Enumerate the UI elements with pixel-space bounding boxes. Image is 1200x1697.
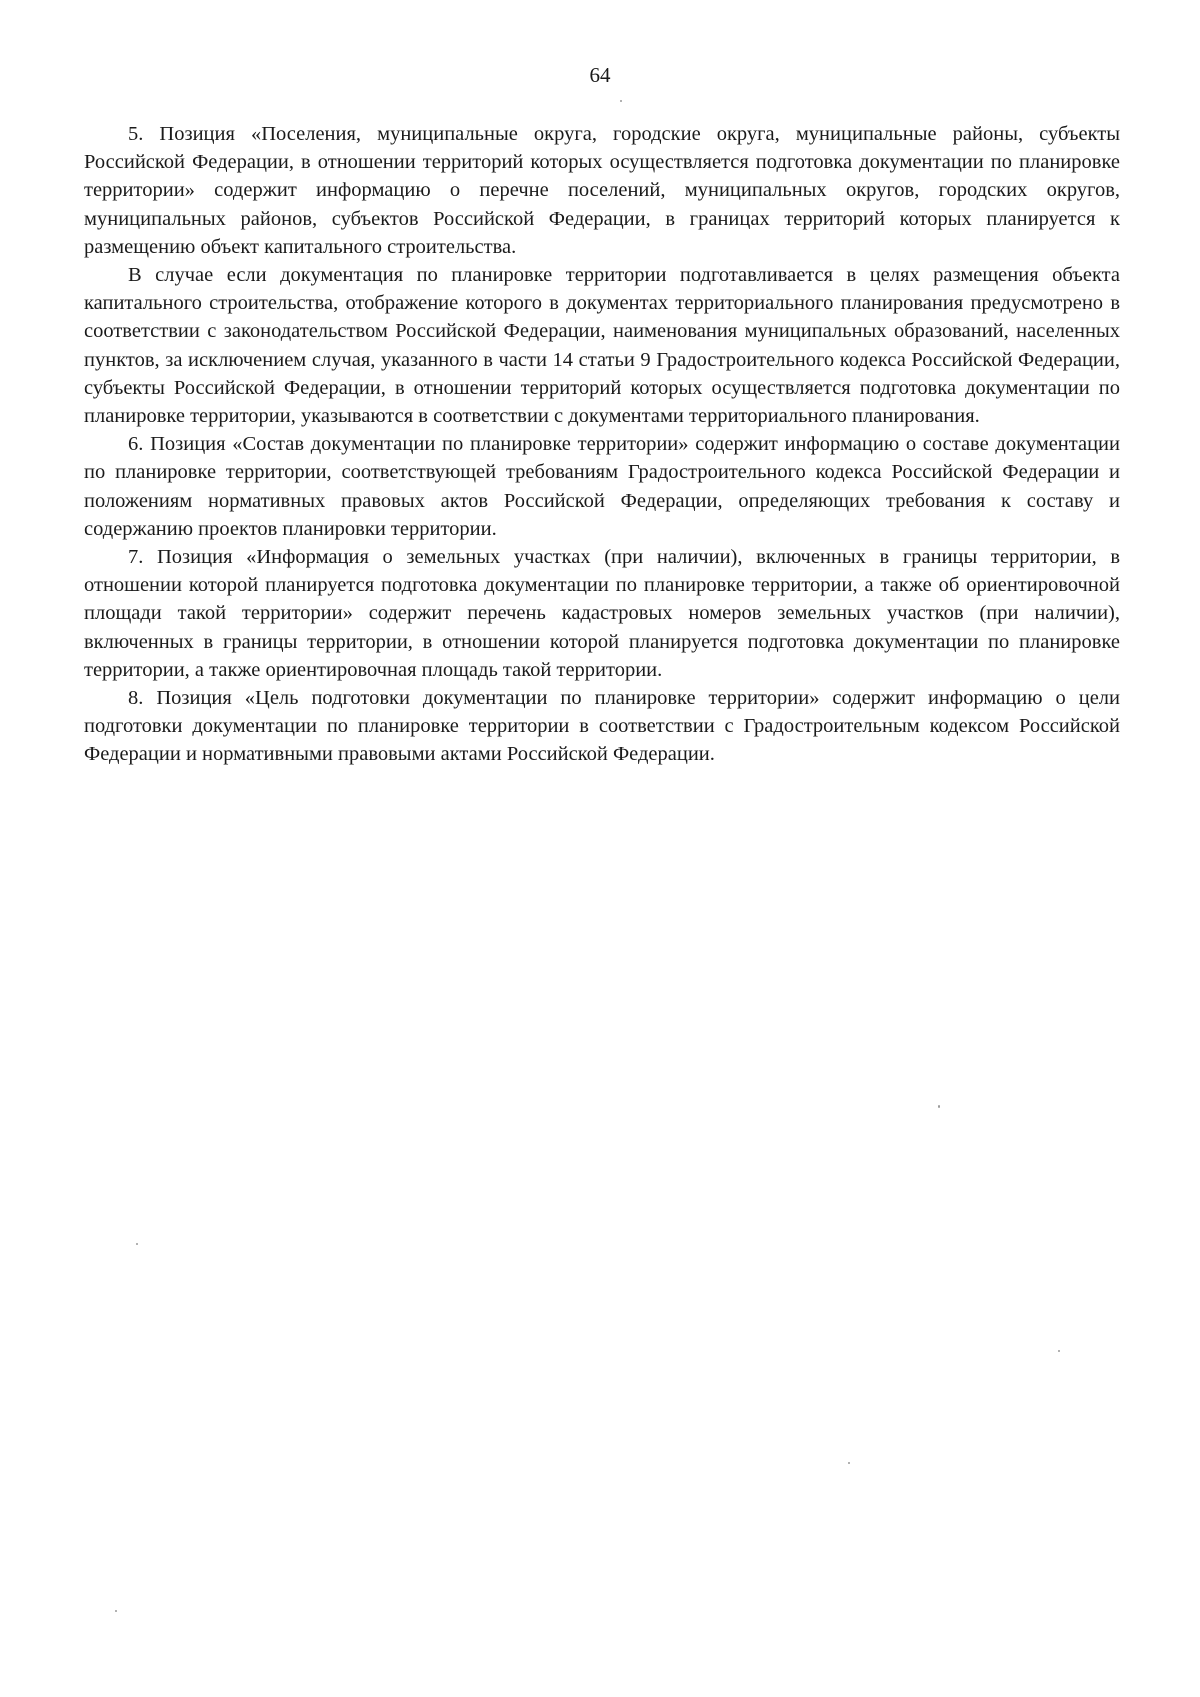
scan-speck	[848, 1462, 850, 1464]
page-number: 64	[589, 63, 611, 87]
paragraph-item-7: 7. Позиция «Информация о земельных участках (при наличии), включенных в границы территории, в отношении которой планируется подготовка документации по планировке территории, а также об ориентировочной площади такой территории» содержит перечень кадастровых номеров земельных участков (при наличии), включенных в границы территории, в отношении которой планируется подготовка документации по планировке территории, а также ориентировочная площадь такой территории.	[84, 546, 1120, 681]
scan-speck	[115, 1610, 117, 1612]
scan-speck	[1058, 1350, 1060, 1352]
scan-speck	[620, 100, 622, 102]
paragraph-item-8: 8. Позиция «Цель подготовки документации по планировке территории» содержит информацию о цели подготовки документации по планировке территории в соответствии с Градостроительным кодексом Российской Федерации и нормативными правовыми актами Российской Федерации.	[84, 687, 1120, 766]
paragraph-item-6: 6. Позиция «Состав документации по планировке территории» содержит информацию о составе документации по планировке территории, соответствующей требованиям Градостроительного кодекса Российской Федерации и положениям нормативных правовых актов Российской Федерации, определяющих требования к составу и содержанию проектов планировки территории.	[84, 433, 1120, 540]
paragraph-item-5: 5. Позиция «Поселения, муниципальные округа, городские округа, муниципальные районы, субъекты Российской Федерации, в отношении территорий которых осуществляется подготовка документации по планировке территории» содержит информацию о перечне поселений, муниципальных округов, городских округов, муниципальных районов, субъектов Российской Федерации, в границах территорий которых планируется к размещению объект капитального строительства.	[84, 123, 1120, 258]
scan-speck	[136, 1243, 138, 1245]
paragraph-item-5-continuation: В случае если документация по планировке территории подготавливается в целях размещения объекта капитального строительства, отображение которого в документах территориального планирования предусмотрено в соответствии с законодательством Российской Федерации, наименования муниципальных образований, населенных пунктов, за исключением случая, указанного в части 14 статьи 9 Градостроительного кодекса Российской Федерации, субъекты Российской Федерации, в отношении территорий которых осуществляется подготовка документации по планировке территории, указываются в соответствии с документами территориального планирования.	[84, 264, 1120, 428]
document-body	[84, 120, 1120, 769]
scan-speck	[938, 1105, 940, 1108]
